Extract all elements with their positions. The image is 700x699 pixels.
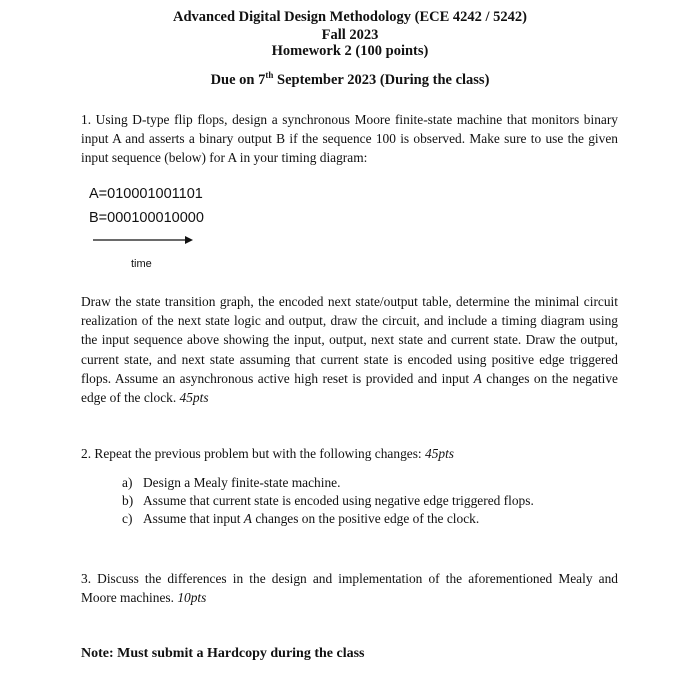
option-label: b) bbox=[122, 493, 134, 508]
q3-body: 3. Discuss the differences in the design and implementation of the aforementioned Mealy and Moore machines. bbox=[81, 571, 618, 606]
due-date bbox=[0, 71, 700, 89]
q2-option-b bbox=[122, 492, 602, 510]
q1-body-text: Draw the state transition graph, the encoded next state/output table, determine the minimal circuit realization of the next state logic and output, draw the circuit, and include a timing diagram using the input sequence above showing the input, output, next state and current state. Draw the output, current state, and next state assuming that current state is encoded using positive edge triggered flops. Assume an asynchronous active high reset is provided and input bbox=[81, 294, 618, 386]
q1-intro: 1. Using D-type flip flops, design a synchronous Moore finite-state machine that monitors binary input A and asserts a binary output B if the sequence 100 is observed. Make sure to use the given input sequence (below) for A in your timing diagram: bbox=[81, 112, 618, 166]
q2-option-a bbox=[122, 474, 602, 492]
sequence-b: B=000100010000 bbox=[89, 210, 204, 226]
q2-intro-text: 2. Repeat the previous problem but with the following changes: bbox=[81, 446, 425, 461]
assignment-title: Homework 2 (100 points) bbox=[271, 43, 429, 59]
q1-points: 45pts bbox=[179, 390, 209, 406]
option-var: A bbox=[243, 511, 252, 526]
option-text: Design a Mealy finite-state machine. bbox=[143, 475, 341, 490]
q2-option-c bbox=[122, 510, 602, 528]
q3-points: 10pts bbox=[177, 590, 207, 606]
submission-note: Note: Must submit a Hardcopy during the class bbox=[81, 646, 365, 661]
course-title: Advanced Digital Design Methodology (ECE 4242 / 5242) bbox=[172, 9, 528, 25]
term: Fall 2023 bbox=[321, 27, 379, 43]
q1-body-var: A bbox=[473, 370, 482, 386]
due-prefix: Due on 7 bbox=[210, 72, 266, 88]
q3-text bbox=[81, 569, 618, 607]
option-text: Assume that current state is encoded using negative edge triggered flops. bbox=[143, 493, 534, 508]
due-sup: th bbox=[265, 70, 274, 81]
option-text-post: changes on the positive edge of the clock. bbox=[251, 511, 480, 526]
q2-intro bbox=[81, 444, 618, 463]
option-text-pre: Assume that input bbox=[143, 511, 244, 526]
q2-points: 45pts bbox=[425, 446, 455, 461]
q1-body bbox=[81, 292, 618, 407]
due-suffix: September 2023 (During the class) bbox=[273, 72, 490, 88]
option-label: c) bbox=[122, 511, 133, 526]
q1-body-end: changes on the negative edge of the clock. bbox=[81, 370, 618, 406]
option-label: a) bbox=[122, 475, 133, 490]
time-label: time bbox=[131, 258, 152, 270]
sequence-a: A=010001001101 bbox=[89, 186, 203, 202]
time-arrow-icon bbox=[93, 233, 193, 247]
